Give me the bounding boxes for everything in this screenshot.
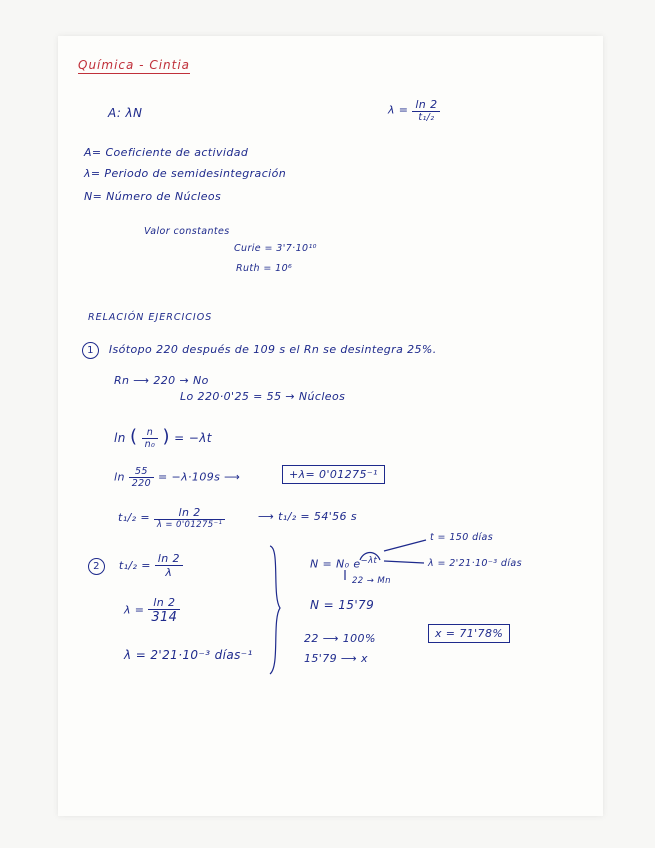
ex2-t-value: t = 150 días [430, 532, 494, 543]
exp-circle-arrow [360, 553, 380, 561]
definition-lambda: λ= Periodo de semidesintegración [84, 167, 287, 180]
ex2-t-lhs: t₁/₂ = [118, 558, 151, 572]
ex2-t-num: ln 2 [155, 552, 183, 566]
lambda-num: ln 2 [412, 98, 440, 112]
ex1-half-result: ⟶ t₁/₂ = 54'56 s [258, 510, 357, 523]
half-lhs: t₁/₂ = [118, 511, 150, 524]
page-title: Química - Cintia [78, 58, 191, 72]
constants-heading: Valor constantes [144, 226, 230, 237]
lambda-den: t₁/₂ [418, 112, 435, 123]
ex2-rule-b: 15'79 ⟶ x [304, 652, 368, 665]
ln-den: n₀ [144, 439, 156, 450]
notebook-page [58, 36, 603, 816]
ln-num: n [142, 427, 159, 439]
ex2-lambda-result: λ = 2'21·10⁻³ días⁻¹ [124, 648, 253, 662]
section-heading: RELACIÓN EJERCICIOS [88, 312, 213, 323]
ln-label: ln [114, 431, 126, 445]
ex2-answer-box: x = 71'78% [428, 624, 510, 643]
exercise-1-text: Isótopo 220 después de 109 s el Rn se desintegra 25%. [108, 343, 437, 356]
ex2-l-num: ln 2 [148, 596, 180, 610]
arrow-to-lambda [384, 561, 424, 563]
ex1-reaction: Rn ⟶ 220 → No [114, 374, 209, 387]
half-den: λ = 0'01275⁻¹ [156, 520, 223, 530]
constant-ruth: Ruth = 10⁶ [236, 263, 293, 274]
ex2-n-eq: N = N₀ e [310, 557, 361, 571]
ln2-num: 55 [129, 466, 154, 478]
definition-n: N= Número de Núcleos [84, 190, 222, 203]
lambda-lhs: λ = [388, 103, 409, 117]
ln2-rhs: = −λ·109s ⟶ [157, 470, 241, 484]
ex2-l-lhs: λ = [124, 603, 145, 617]
ln2-den: 220 [131, 478, 152, 489]
arrow-to-t [384, 540, 426, 551]
ex2-n0: 22 → Mn [352, 576, 391, 586]
exercise-1-number: 1 [82, 342, 99, 359]
formula-lhs: A: [108, 106, 122, 120]
ex2-lambda-value: λ = 2'21·10⁻³ días [428, 558, 522, 569]
brace-mark [270, 546, 280, 674]
half-num: ln 2 [154, 506, 225, 520]
ink-strokes [58, 36, 603, 816]
definition-a: A= Coeficiente de actividad [84, 146, 249, 159]
constant-curie: Curie = 3'7·10¹⁰ [234, 243, 317, 254]
formula-rhs: λN [125, 106, 143, 120]
ex2-t-den: λ [165, 566, 173, 579]
ln-rhs: = −λt [174, 431, 212, 445]
ex2-n-result: N = 15'79 [310, 598, 375, 612]
ex2-n-exp: −λt [360, 556, 378, 566]
ex1-boxed-lambda: +λ= 0'01275⁻¹ [282, 465, 385, 484]
ex1-nuclei: Lo 220·0'25 = 55 → Núcleos [180, 390, 346, 403]
ex1-ln-equation: ln ( $\frac{n}{\text{n₀}}$ ) = −λt [114, 426, 212, 450]
ex2-l-den: 314 [151, 610, 178, 625]
ex2-rule-a: 22 ⟶ 100% [304, 632, 376, 645]
exercise-2-number: 2 [88, 558, 105, 575]
ln2-label: ln [114, 470, 125, 484]
